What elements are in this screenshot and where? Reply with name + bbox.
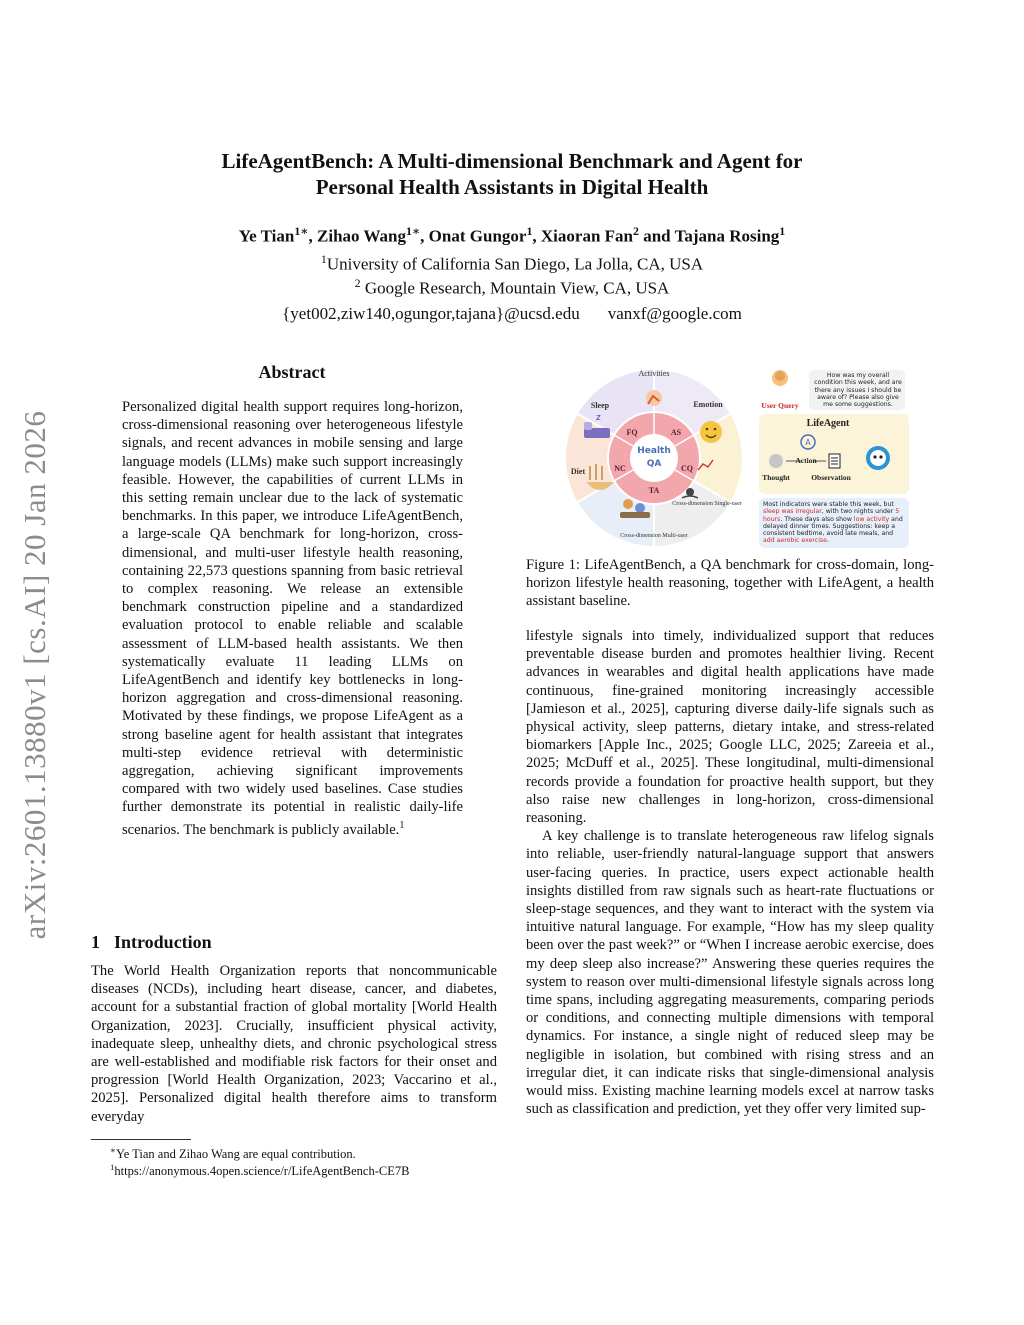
document-icon [829,454,840,468]
section-number: 1 [91,932,100,952]
wheel-label-sleep: Sleep [590,401,610,410]
email-ucsd[interactable]: {yet002,ziw140,ogungor,tajana}@ucsd.edu [282,304,580,323]
footnote-divider [91,1139,191,1140]
center-label-qa: QA [646,459,662,469]
wheel-label-diet: Diet [570,467,586,476]
email-line [120,304,904,324]
arxiv-stamp [4,380,66,970]
agent-logo-letter: A [805,438,811,447]
wheel-label-activities: Activities [638,369,670,378]
paragraph: lifestyle signals into timely, individualized support that reduces preventable disease burden and promotes healthier living. Recent advances in wearables and digital health applications have made continuous, fine-grained monitoring increasingly accessible [Jamieson et al., 2025], capturing diverse daily-life signals such as physical activity, sleep patterns, dietary intake, and stress-related biomarkers [Apple Inc., 2025; Google LLC, 2025; Zareeia et al., 2025; McDuff et al., 2025]. These longitudinal, multi-dimensional records provide a foundation for proactive health support, but they also raise new challenges in long-horizon, cross-dimensional reasoning. [526,628,934,827]
author-mark: 1 [526,224,533,238]
agent-title: LifeAgent [806,418,850,429]
user-query-text: How was my overall condition this week, and are there any issues I should be aware of? Please also give me some suggestions. [814,372,902,409]
answer-highlight: low activity [853,515,890,523]
footnote-mark: 1 [110,1162,115,1172]
author-name: Zihao Wang [317,226,406,246]
author-mark: 1∗ [294,224,309,238]
footnote-url[interactable]: https://anonymous.4open.science/r/LifeAgentBench-CE7B [114,1164,410,1179]
title-line-2: Personal Health Assistants in Digital Health [315,175,709,199]
answer-highlight: add aerobic exercise [763,537,827,545]
emoji-icon [700,421,722,443]
author-name: Onat Gungor [428,226,527,246]
inner-label-fq: FQ [626,428,638,437]
brain-icon [769,454,783,468]
author-mark: 1∗ [406,224,421,238]
intro-left-column: The World Health Organization reports that noncommunicable diseases (NCDs), including heart disease, cancer, and diabetes, account for a substantial fraction of global mortality [World Health Organization, 2023]. Crucially, insufficient physical activity, inadequate sleep, unhealthy diets, and chronic psychological stress are well-established and modifiable risk factors for their onset and progression [World Health Organization, 2023; Vaccarino et al., 2025]. Personalized digital health therefore aims to transform everyday [91,963,497,1125]
intro-right-column [526,627,934,1118]
author-list [120,224,904,247]
step-observation: Observation [811,473,851,482]
affiliation-mark: 2 [354,276,361,290]
author-name: Xiaoran Fan [540,226,633,246]
paper-title [120,148,904,200]
arxiv-id: arXiv:2601.13880v1 [cs.AI] 20 Jan 2026 [17,410,52,940]
answer-part: . These days also show [780,515,854,523]
email-google[interactable]: vanxf@google.com [607,304,742,323]
answer-part: and delayed dinner times. Suggestions: keep a consistent bedtime, avoid late meals, and [763,515,903,538]
wheel-label-single-user: Cross-dimension Single-user [672,501,742,507]
author-separator: , [308,226,318,246]
inner-label-as: AS [670,428,682,437]
author-separator: , [532,226,541,246]
center-hub [630,434,678,482]
title-line-1: LifeAgentBench: A Multi-dimensional Benchmark and Agent for [221,149,803,173]
author-separator: , [420,226,429,246]
author-mark: 1 [779,224,786,238]
section-title: Introduction [114,932,212,952]
center-label-health: Health [637,446,671,456]
paragraph: A key challenge is to translate heterogeneous raw lifelog signals into reliable, user-friendly natural-language support that answers user-facing queries. In practice, users expect actionable health insights distilled from raw signals such as heart-rate fluctuations or sleep-stage sequences, and they want to interact with the system via intuitive natural language. For example, “How has my sleep quality been over the past week?” or “When I increase aerobic exercise, does my deep sleep also increase?” Answering these queries requires the system to reason over multi-dimensional lifestyle signals across long time spans, including aggregating measurements, comparing periods or conditions, and connecting multiple dimensions with temporal dynamics. For instance, a single night of reduced sleep may be negligible in isolation, but combined with rising stress and an irregular diet, it can indicate risks that single-dimensional analysis would miss. Existing machine learning models excel at narrow tasks such as classification and prediction, yet they offer very limited sup- [526,828,934,1118]
wheel-label-multi-user: Cross-dimension Multi-user [620,533,688,539]
footnote-mark: ∗ [110,1145,116,1155]
wheel-label-emotion: Emotion [693,400,723,409]
answer-highlight: 5 hours [763,508,900,523]
step-action: Action [795,456,817,465]
author-name: Ye Tian [238,226,295,246]
answer-part: Most indicators were stable this week, but [763,501,894,508]
section-heading [91,932,212,953]
figure-1 [556,362,912,552]
affiliation-mark: 1 [320,252,327,266]
step-thought: Thought [762,473,790,482]
abstract-text: Personalized digital health support requires long-horizon, cross-dimensional reasoning over heterogeneous lifestyle signals, and recent advances in mobile sensing and large language models (LLMs) make such support increasingly feasible. However, the capabilities of current LLMs in this setting remain unclear due to the lack of systematic benchmarks. In this paper, we introduce LifeAgentBench, a large-scale QA benchmark for long-horizon, cross-dimensional, and multi-user lifestyle health reasoning, containing 22,573 questions spanning from basic retrieval to complex reasoning. We release an extensible benchmark construction pipeline and a standardized evaluation protocol to enable reliable and scalable assessment of LLM-based health assistants. We then systematically evaluate 11 leading LLMs on LifeAgentBench and identify key bottlenecks in long-horizon aggregation and cross-dimensional reasoning. Motivated by these findings, we propose LifeAgent as a strong baseline agent for health assistant that integrates multi-step evidence retrieval with deterministic aggregation, achieving significant improvements compared with two widely used baselines. Case studies further demonstrate its potential in realistic daily-life scenarios. The benchmark is publicly available. [122,399,463,838]
author-name: Tajana Rosing [674,226,780,246]
footnote-text: Ye Tian and Zihao Wang are equal contribution. [115,1147,356,1162]
robot-icon [866,446,890,470]
footnote-1 [110,1145,510,1162]
affiliation-text: University of California San Diego, La Jolla, CA, USA [326,254,704,274]
author-mark: 2 [633,224,639,238]
inner-label-nc: NC [614,464,626,473]
figure-caption: Figure 1: LifeAgentBench, a QA benchmark for cross-domain, long-horizon lifestyle health reasoning, together with LifeAgent, a health assistant baseline. [526,557,934,610]
answer-highlight: sleep was irregular [763,508,822,516]
abstract-body [122,398,463,839]
footnote-ref[interactable]: 1 [399,819,405,831]
answer-part: , with two nights under [821,508,896,516]
answer-part: . [826,537,829,545]
abstract-heading: Abstract [258,362,326,382]
author-conjunction: and [638,226,675,246]
affiliation-1 [120,252,904,275]
footnote-2 [110,1162,510,1179]
svg-text:z: z [596,413,601,423]
affiliation-text: Google Research, Mountain View, CA, USA [360,278,670,298]
inner-label-ta: TA [648,486,660,495]
inner-label-cq: CQ [681,464,693,473]
user-avatar-icon [772,370,788,386]
affiliation-2 [120,276,904,299]
user-query-label: User Query [761,401,799,410]
runner-icon [646,390,662,406]
answer-text [763,501,906,545]
